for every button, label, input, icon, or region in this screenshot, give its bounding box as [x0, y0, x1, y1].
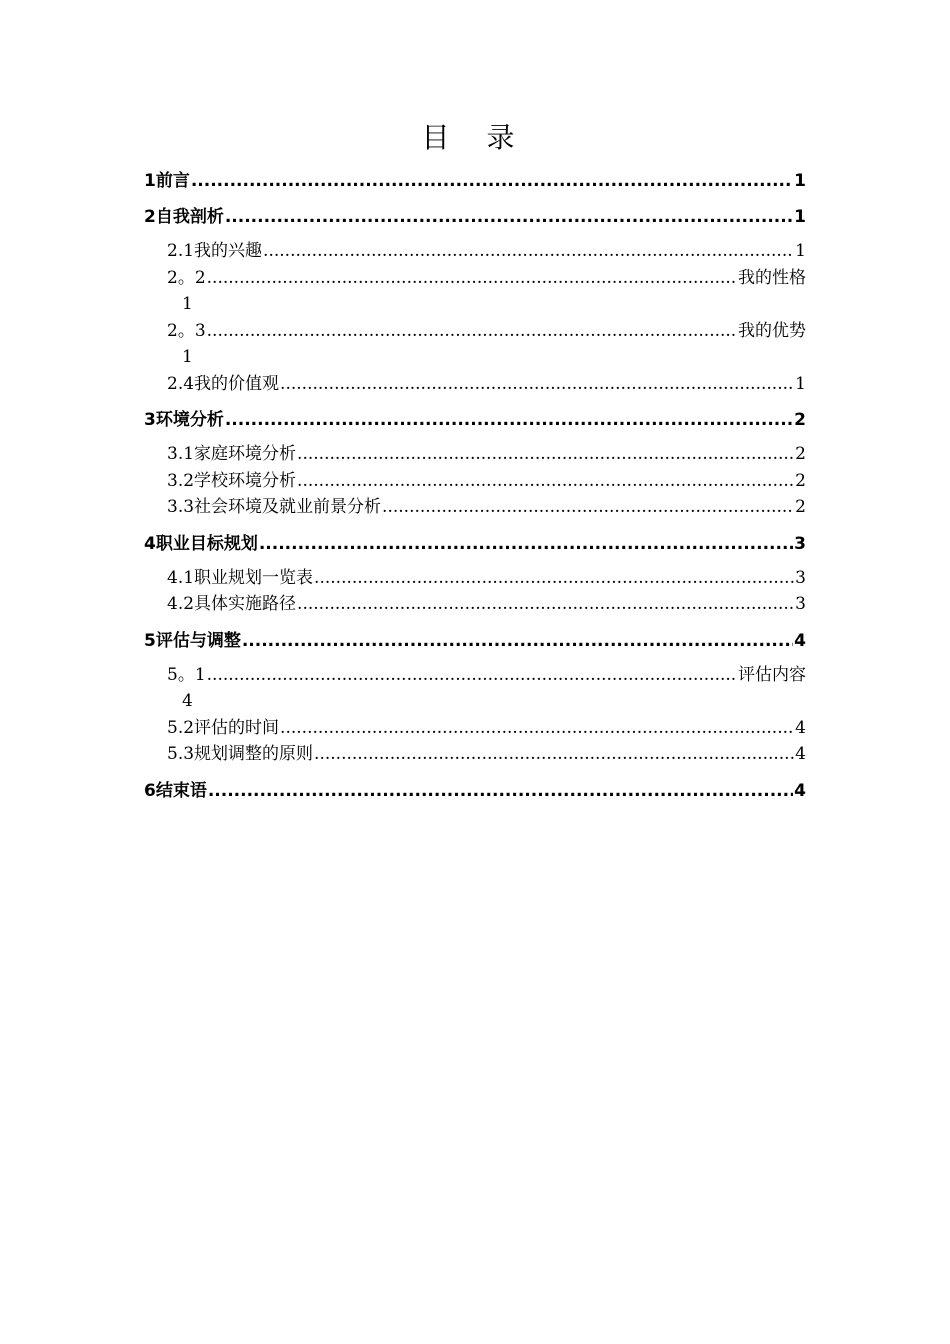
toc-leader-dots [382, 494, 794, 521]
toc-leader-dots [207, 265, 737, 292]
toc-leader-dots [208, 776, 793, 806]
toc-leader-dots [297, 441, 794, 468]
toc-entry-number: 3.3 [167, 497, 195, 517]
toc-entry-1[interactable] [144, 166, 806, 196]
toc-entry-3[interactable] [144, 405, 806, 435]
toc-entry-label: 社会环境及就业前景分析 [194, 497, 382, 517]
toc-leader-dots [297, 591, 794, 618]
toc-entry-2-3[interactable] [144, 318, 806, 345]
toc-leader-dots [280, 715, 794, 742]
toc-entry-number: 5.2 [167, 717, 195, 738]
toc-title: 目 录 [421, 121, 529, 154]
toc-entry-label: 规划调整的原则 [194, 744, 314, 764]
toc-entry-label: 我的优势 [738, 320, 806, 341]
toc-entry-page-wrapped: 1 [182, 347, 193, 367]
toc-entry-number: 3.1 [167, 444, 195, 464]
toc-leader-dots [314, 565, 794, 592]
toc-leader-dots [263, 238, 794, 265]
toc-entry-page: 2 [795, 470, 806, 491]
toc-entry-page: 4 [794, 630, 806, 651]
toc-entry-label: 我的性格 [738, 267, 806, 288]
toc-entry-label: 环境分析 [155, 410, 224, 430]
toc-entry-page-wrapped: 1 [182, 294, 193, 314]
toc-entry-page: 4 [794, 780, 806, 801]
toc-entry-label: 前言 [155, 171, 190, 191]
toc-entry-page: 4 [795, 717, 806, 738]
toc-entry-number: 2.1 [167, 241, 195, 261]
toc-entry-label: 评估与调整 [155, 630, 241, 651]
toc-entry-page: 3 [795, 594, 806, 614]
toc-entry-number: 2。2 [167, 267, 206, 288]
toc-entry-number: 6 [144, 780, 156, 801]
toc-entry-number: 2.4 [167, 373, 195, 394]
toc-entry-number: 2。3 [167, 320, 206, 341]
toc-entry-page-wrapped: 4 [182, 691, 193, 711]
toc-entry-number: 3 [144, 410, 156, 430]
toc-entry-2-2[interactable] [144, 265, 806, 292]
toc-entry-label: 具体实施路径 [194, 594, 297, 614]
toc-entry-5-1[interactable] [144, 662, 806, 689]
toc-entry-4[interactable] [144, 529, 806, 559]
toc-entry-page: 3 [795, 567, 806, 588]
toc-entry-5-2[interactable] [144, 715, 806, 742]
toc-entry-page: 3 [794, 533, 806, 554]
toc-entry-page: 2 [795, 497, 806, 517]
toc-entry-number: 4.2 [167, 594, 195, 614]
toc-entry-label: 我的兴趣 [194, 241, 263, 261]
toc-leader-dots [207, 318, 737, 345]
toc-entry-2[interactable] [144, 202, 806, 232]
toc-entry-page: 4 [795, 744, 806, 764]
toc-entry-label: 职业目标规划 [155, 533, 258, 554]
toc-entry-3-3[interactable] [144, 494, 806, 521]
toc-entry-label: 家庭环境分析 [194, 444, 297, 464]
toc-entry-label: 自我剖析 [155, 207, 224, 227]
toc-leader-dots [191, 166, 793, 196]
toc-entry-page: 1 [795, 373, 806, 394]
toc-entry-5-3[interactable] [144, 741, 806, 768]
toc-leader-dots [314, 741, 794, 768]
toc-leader-dots [259, 529, 793, 559]
toc-leader-dots [225, 405, 793, 435]
toc-entry-number: 4.1 [167, 567, 195, 588]
toc-entry-page: 1 [794, 171, 806, 191]
toc-entry-number: 4 [144, 533, 156, 554]
toc-leader-dots [225, 202, 793, 232]
toc-leader-dots [280, 371, 794, 398]
toc-entry-label: 学校环境分析 [194, 470, 297, 491]
toc-entry-4-2[interactable] [144, 591, 806, 618]
toc-entry-number: 5。1 [167, 664, 206, 685]
toc-leader-dots [242, 626, 793, 656]
toc-leader-dots [207, 662, 737, 689]
toc-entry-2-1[interactable] [144, 238, 806, 265]
toc-entry-3-1[interactable] [144, 441, 806, 468]
toc-entry-page: 2 [795, 444, 806, 464]
toc-entry-number: 5.3 [167, 744, 195, 764]
toc-entry-number: 2 [144, 207, 156, 227]
toc-entry-number: 5 [144, 630, 156, 651]
table-of-contents [144, 166, 806, 812]
toc-entry-label: 我的价值观 [194, 373, 280, 394]
toc-entry-3-2[interactable] [144, 468, 806, 495]
toc-entry-label: 评估的时间 [194, 717, 280, 738]
toc-entry-label: 职业规划一览表 [194, 567, 314, 588]
toc-entry-2-4[interactable] [144, 371, 806, 398]
toc-entry-label: 结束语 [155, 780, 207, 801]
toc-entry-label: 评估内容 [738, 664, 806, 685]
toc-entry-page: 2 [794, 410, 806, 430]
toc-entry-4-1[interactable] [144, 565, 806, 592]
toc-entry-page: 1 [794, 207, 806, 227]
toc-entry-page: 1 [795, 241, 806, 261]
toc-leader-dots [297, 468, 794, 495]
toc-entry-5[interactable] [144, 626, 806, 656]
toc-entry-6[interactable] [144, 776, 806, 806]
toc-entry-number: 3.2 [167, 470, 195, 491]
toc-entry-number: 1 [144, 171, 156, 191]
